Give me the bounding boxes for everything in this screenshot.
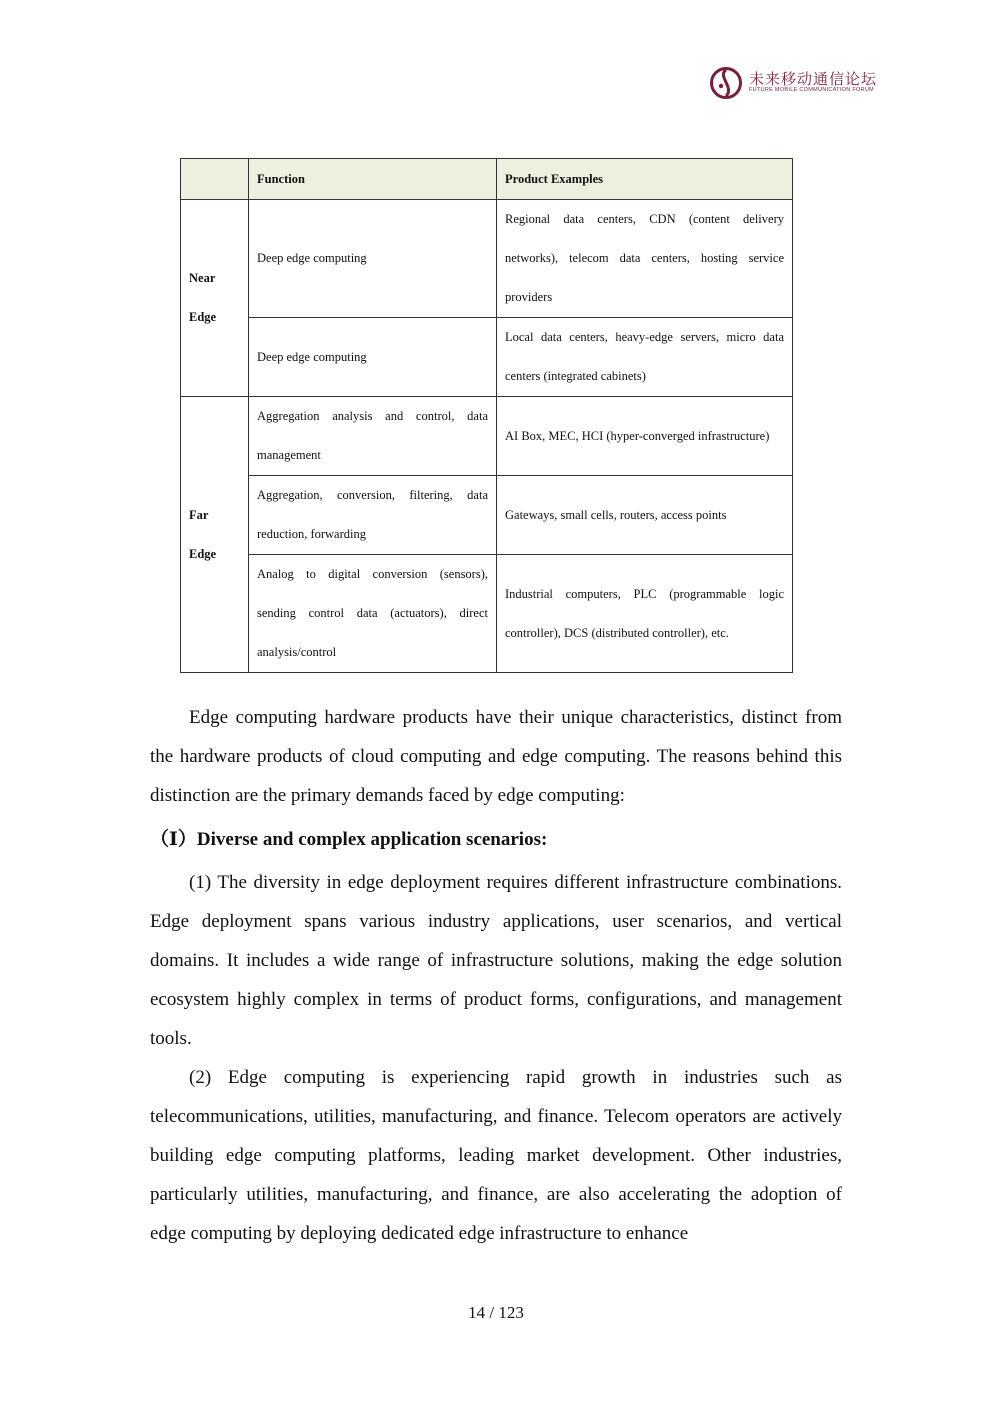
group-label-line: Edge — [189, 310, 217, 324]
table-row — [181, 555, 793, 673]
examples-cell: Gateways, small cells, routers, access points — [497, 476, 793, 555]
logo-english-name: FUTURE MOBILE COMMUNICATION FORUM — [749, 87, 874, 93]
paragraph-1: (1) The diversity in edge deployment requires different infrastructure combinations. Edge deployment spans various industry applications, user scenarios, and vertical domains. It includes a wide range of infrastructure solutions, making the edge solution ecosystem highly complex in terms of product forms, configurations, and management tools. — [150, 872, 842, 1049]
logo-chinese-name: 未来移动通信论坛 — [749, 70, 878, 88]
forum-logo-icon — [709, 66, 743, 100]
edge-hardware-table — [180, 158, 793, 673]
forum-logo — [709, 66, 879, 102]
body-text — [150, 698, 842, 1253]
examples-cell: AI Box, MEC, HCI (hyper-converged infrastructure) — [497, 397, 793, 476]
intro-paragraph: Edge computing hardware products have their unique characteristics, distinct from the hardware products of cloud computing and edge computing. The reasons behind this distinction are the primary demands faced by edge computing: — [150, 707, 842, 806]
group-label-near-edge — [181, 200, 249, 397]
table-row — [181, 200, 793, 318]
function-cell: Aggregation analysis and control, data management — [249, 397, 497, 476]
function-cell: Deep edge computing — [249, 200, 497, 318]
examples-cell: Local data centers, heavy-edge servers, micro data centers (integrated cabinets) — [497, 318, 793, 397]
paragraph-2: (2) Edge computing is experiencing rapid growth in industries such as telecommunications, utilities, manufacturing, and finance. Telecom operators are actively building edge computing platforms, leading market development. Other industries, particularly utilities, manufacturing, and finance, are also accelerating the adoption of edge computing by deploying dedicated edge infrastructure to enhance — [150, 1067, 842, 1244]
section-heading: （Ⅰ）Diverse and complex application scenarios: — [150, 829, 548, 850]
group-label-line: Edge — [189, 546, 217, 561]
function-cell: Analog to digital conversion (sensors), sending control data (actuators), direct analysis/control — [249, 555, 497, 673]
group-label-line: Far — [189, 507, 209, 522]
examples-cell: Regional data centers, CDN (content delivery networks), telecom data centers, hosting service providers — [497, 200, 793, 318]
group-label-line: Near — [189, 271, 216, 285]
table-header-function: Function — [249, 159, 497, 200]
table-header-row — [181, 159, 793, 200]
table-row — [181, 318, 793, 397]
group-label-far-edge — [181, 397, 249, 673]
table-row — [181, 476, 793, 555]
function-cell: Deep edge computing — [249, 318, 497, 397]
page-number: 14 / 123 — [468, 1303, 524, 1322]
table-row — [181, 397, 793, 476]
table-header-examples: Product Examples — [497, 159, 793, 200]
examples-cell: Industrial computers, PLC (programmable logic controller), DCS (distributed controller), etc. — [497, 555, 793, 673]
table-header-group — [181, 159, 249, 200]
function-cell: Aggregation, conversion, filtering, data reduction, forwarding — [249, 476, 497, 555]
